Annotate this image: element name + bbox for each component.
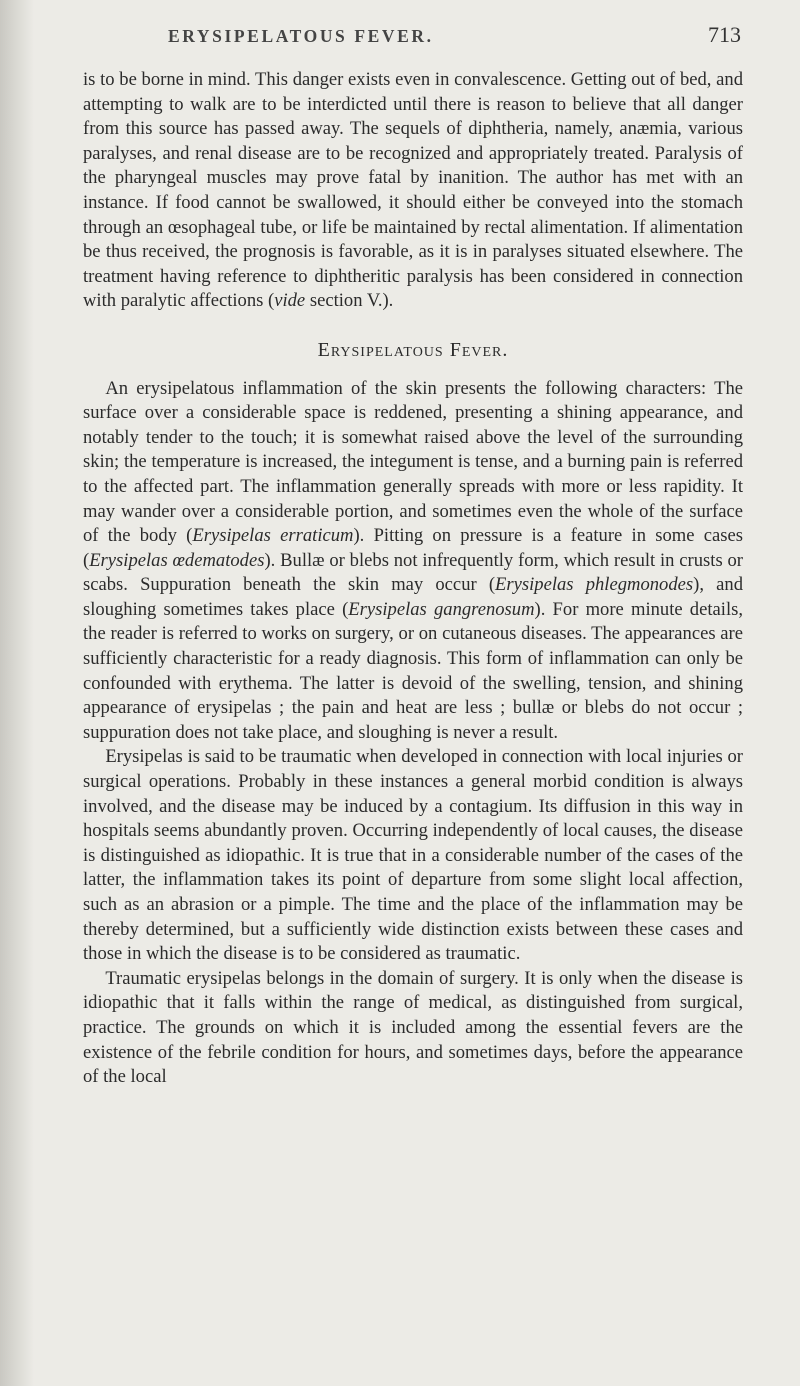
- text-run: An erysipelatous inflammation of the skin presents the following characters: The surface over a considerable space is reddened, presenting a shining appearance, and notably tender to the touch; it is somewhat raised above the level of the surrounding skin; the temperature is increased, the integument is tense, and a burning pain is referred to the affected part. The inflammation generally spreads with more or less rapidity. It may wander over a considerable portion, and sometimes even the whole of the surface of the body (: [83, 377, 743, 547]
- paragraph-erysipelas-characters: [83, 377, 743, 746]
- section-heading: Erysipelatous Fever.: [317, 338, 509, 361]
- page-gutter-shadow: [0, 0, 34, 1386]
- paragraph-diphtheria-sequels: [83, 68, 743, 314]
- italic-term: Erysipelas erraticum: [192, 525, 354, 547]
- italic-term: Erysipelas œdematodes: [89, 549, 265, 571]
- paragraph-traumatic-idiopathic: [83, 745, 743, 966]
- body-text: [83, 68, 743, 1090]
- italic-term: Erysipelas gangrenosum: [348, 598, 535, 620]
- italic-term: vide: [274, 290, 306, 312]
- text-run: ). Pitting on pressure is a feature in some cases (: [83, 525, 743, 571]
- text-run: Erysipelas is said to be traumatic when developed in connection with local injuries or surgical operations. Probably in these instances a general morbid condition is always involved, and the disease may be induced by a contagium. Its diffusion in this way in hospitals seems abundantly proven. Occurring independently of local causes, the disease is distinguished as idiopathic. It is true that in a considerable number of the cases of the latter, the inflammation takes its point of departure from some slight local affection, such as an abrasion or a pimple. The time and the place of the inflammation may be thereby determined, but a sufficiently wide distinction exists between these cases and those in which the disease is to be considered as traumatic.: [83, 746, 743, 965]
- text-run: section V.).: [305, 290, 394, 312]
- paragraph-surgical-domain: [83, 967, 743, 1090]
- text-run: ), and sloughing sometimes takes place (: [83, 574, 743, 620]
- text-run: Traumatic erysipelas belongs in the domain of surgery. It is only when the disease is idiopathic that it falls within the range of medical, as distinguished from surgical, practice. The grounds on which it is included among the essential fevers are the existence of the febrile condition for hours, and sometimes days, before the appearance of the local: [83, 967, 743, 1088]
- running-head: [83, 22, 743, 52]
- text-run: is to be borne in mind. This danger exists even in convalescence. Getting out of bed, and attempting to walk are to be interdicted until there is reason to believe that all danger from this source has passed away. The sequels of diphtheria, namely, anæmia, various paralyses, and renal disease are to be recognized and appropriately treated. Paralysis of the pharyngeal muscles may prove fatal by inanition. The author has met with an instance. If food cannot be swallowed, it should either be conveyed into the stomach through an œsophageal tube, or life be maintained by rectal alimentation. If alimentation be thus received, the prognosis is favorable, as it is in paralyses situated elsewhere. The treatment having reference to diphtheritic paralysis has been considered in connection with paralytic affections (: [83, 69, 743, 312]
- page-number: 713: [708, 22, 741, 47]
- italic-term: Erysipelas phlegmonodes: [495, 574, 694, 596]
- text-run: ). For more minute details, the reader is referred to works on surgery, or on cutaneous diseases. The appearances are sufficiently characteristic for a ready diagnosis. This form of inflammation can only be confounded with erythema. The latter is devoid of the swelling, tension, and shining appearance of erysipelas ; the pain and heat are less ; bullæ or blebs do not occur ; suppuration does not take place, and sloughing is never a result.: [83, 598, 743, 743]
- running-title: ERYSIPELATOUS FEVER.: [168, 26, 434, 46]
- text-run: ). Bullæ or blebs not infrequently form, which result in crusts or scabs. Suppuration beneath the skin may occur (: [83, 549, 743, 596]
